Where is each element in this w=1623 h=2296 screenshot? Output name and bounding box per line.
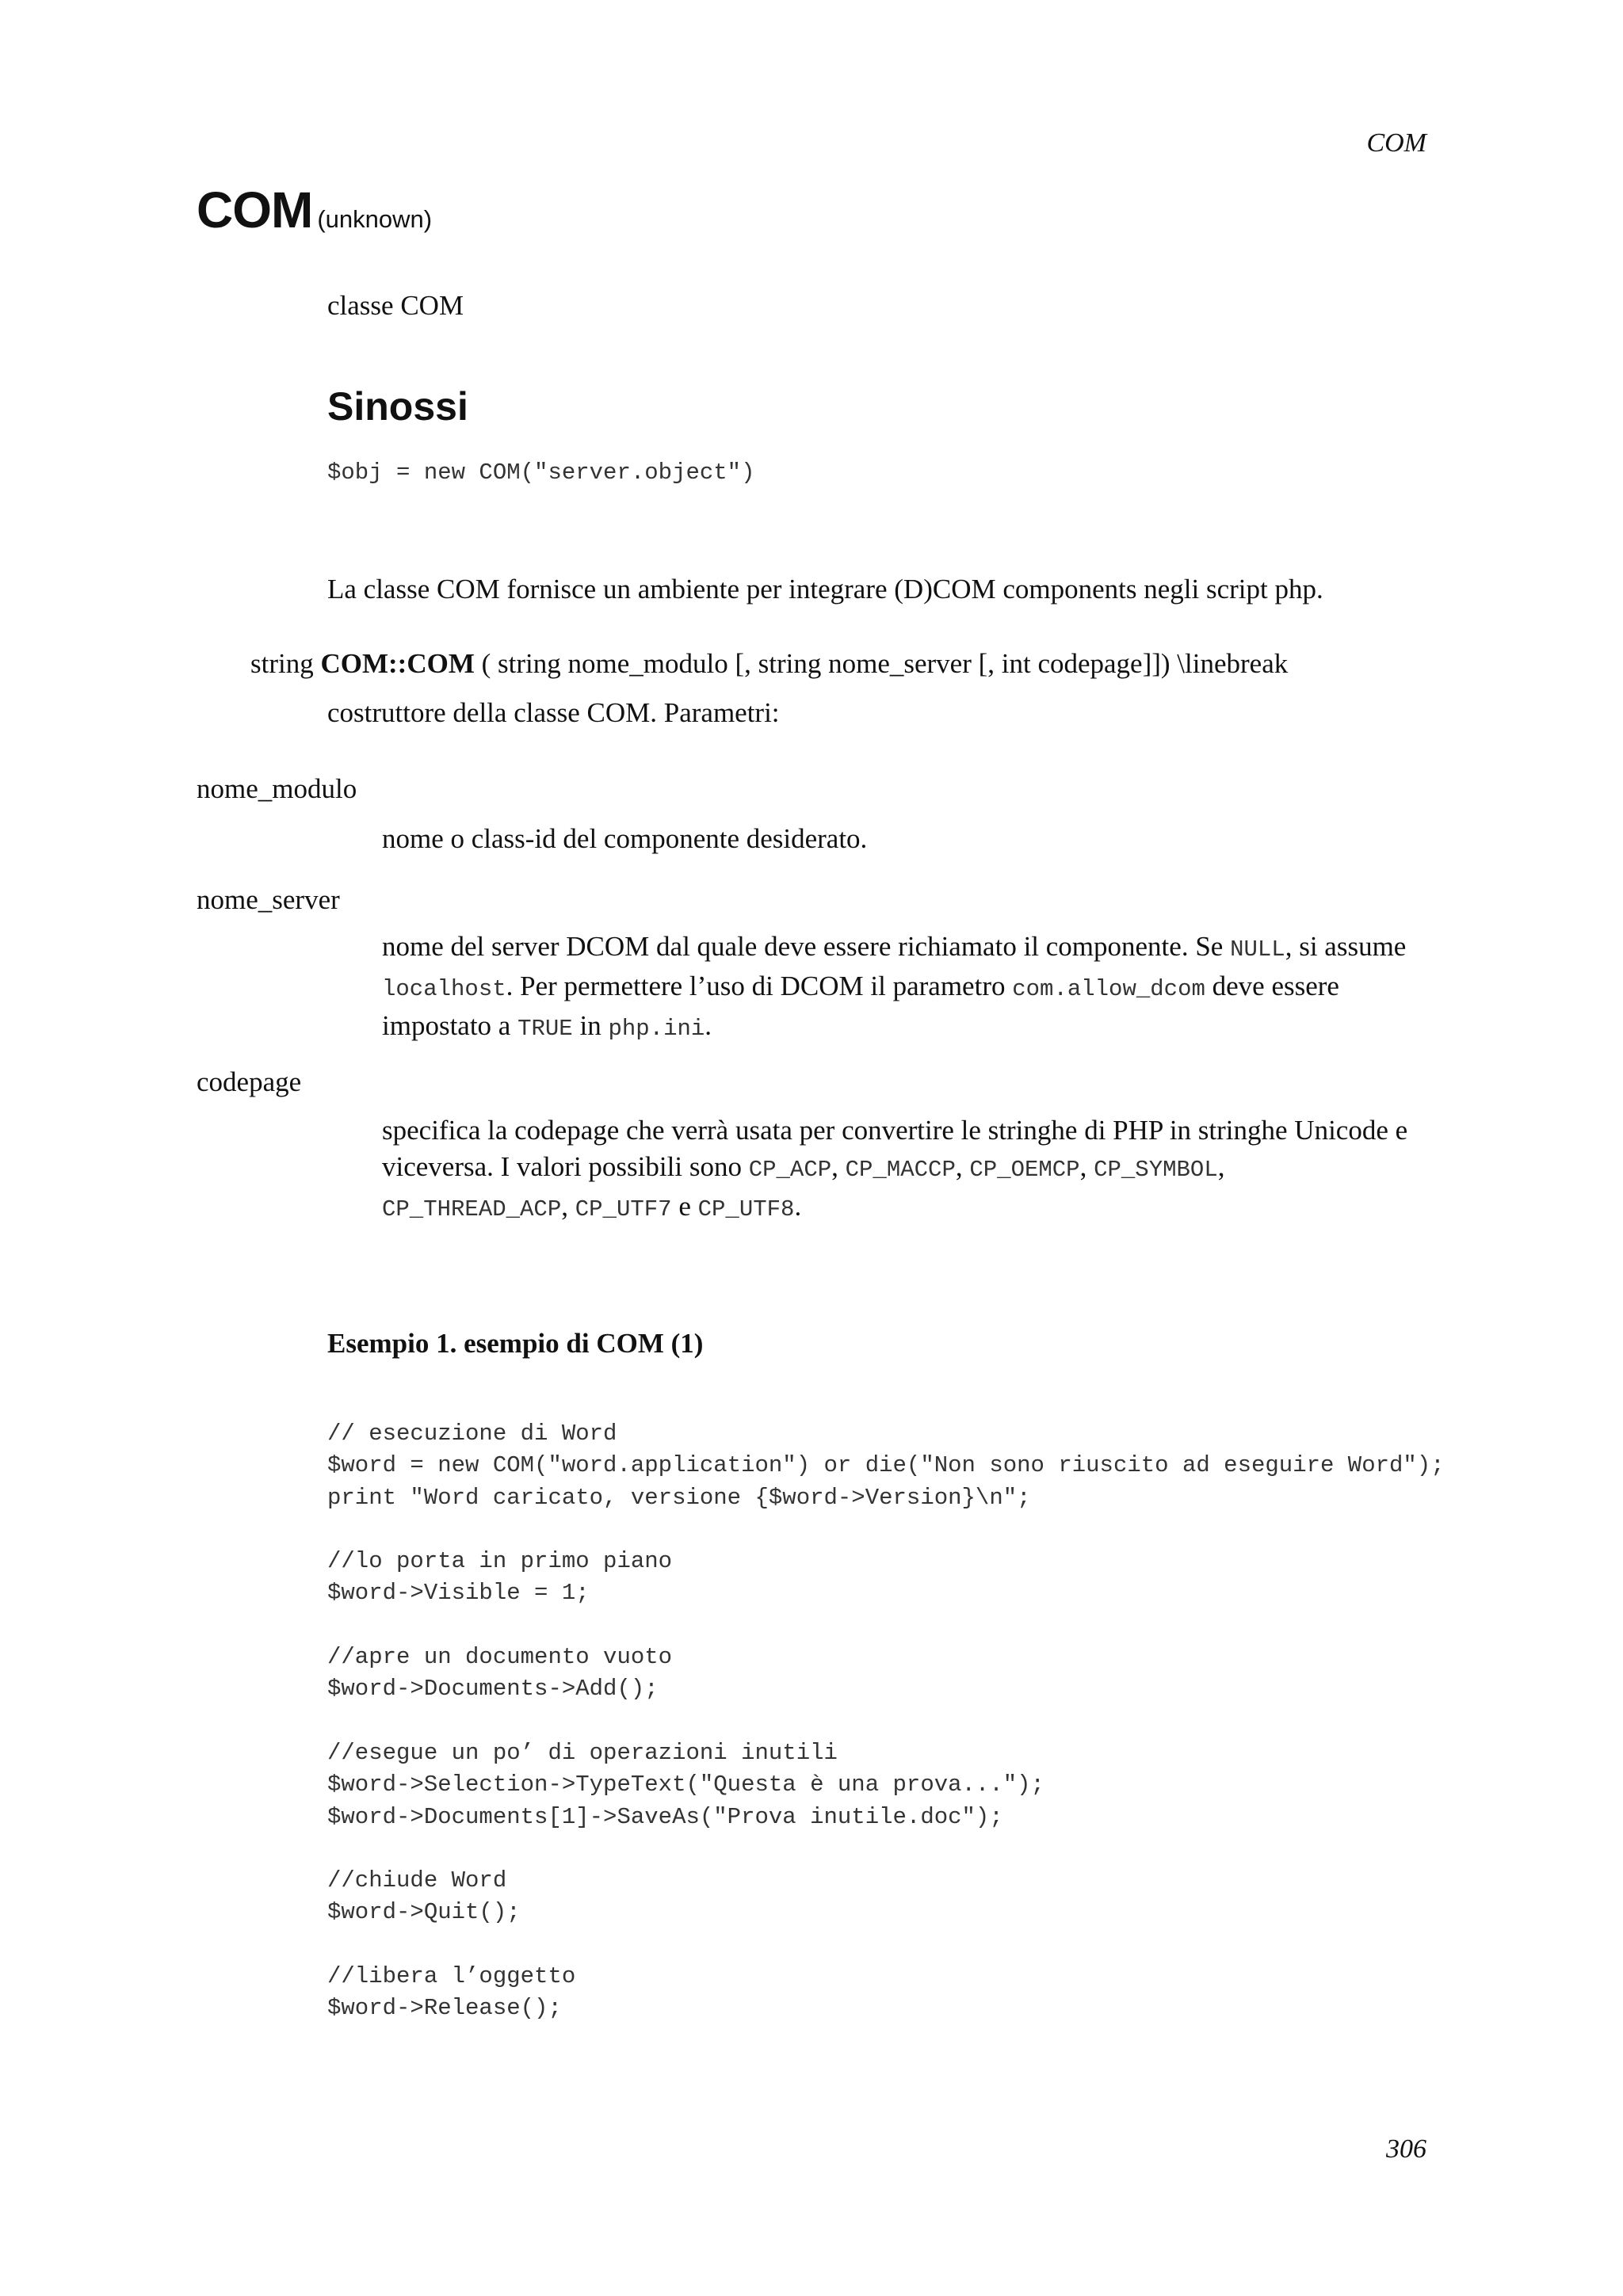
code-cp-utf8: CP_UTF8 [697,1196,795,1222]
code-cp-symbol: CP_SYMBOL [1094,1157,1218,1183]
refname-purpose: classe COM [327,290,464,321]
title-text: COM [197,181,313,238]
example-code-block: // esecuzione di Word $word = new COM("word.application") or die("Non sono riuscito ad eseguire Word"); print "Word caricato, versione {$word->Version}\n"; //lo porta in primo piano $word->Visible = 1; //apre un documento vuoto $word->Documents->Add(); //esegue un po’ di operazioni inutili $word->Selection->TypeText("Questa è una prova..."); $word->Documents[1]->SaveAs("Prova inutile.doc"); //chiude Word $word->Quit(); //libera l’oggetto $word->Release(); [327,1421,1445,2022]
example-title: Esempio 1. esempio di COM (1) [327,1328,704,1359]
method-signature [250,648,1288,680]
code-cp-maccp: CP_MACCP [845,1157,956,1183]
signature-params: ( string nome_modulo [, string nome_server [, int codepage]]) \linebreak [481,648,1289,679]
desc-text: . Per permettere l’uso di DCOM il parametro [506,971,1013,1001]
signature-description: costruttore della classe COM. Parametri: [327,697,780,728]
separator: , [955,1151,970,1182]
param-term-codepage: codepage [197,1066,302,1097]
page-number: 306 [1386,2134,1426,2164]
desc-text: nome del server DCOM dal quale deve essere richiamato il componente. Se [382,931,1231,962]
signature-return-type: string [250,648,314,679]
synopsis-code: $obj = new COM("server.object") [327,460,755,486]
synopsis-heading: Sinossi [327,384,468,429]
code-php-ini: php.ini [608,1016,705,1042]
intro-paragraph: La classe COM fornisce un ambiente per integrare (D)COM components negli script php. [327,574,1323,605]
desc-text: . [794,1191,802,1222]
param-desc-nome-modulo: nome o class-id del componente desiderato. [382,823,868,854]
code-cp-oemcp: CP_OEMCP [969,1157,1080,1183]
desc-text: , si assume [1285,931,1407,962]
param-desc-nome-server [382,929,1412,1047]
separator: , [831,1151,846,1182]
code-allow-dcom: com.allow_dcom [1012,976,1205,1002]
code-localhost: localhost [382,976,506,1002]
running-header: COM [1366,128,1426,158]
code-cp-thread-acp: CP_THREAD_ACP [382,1196,562,1222]
signature-method: COM::COM [320,648,475,679]
desc-text: . [705,1010,712,1041]
code-true: TRUE [517,1016,573,1042]
desc-text: in [572,1010,609,1041]
separator: , [561,1191,575,1222]
code-null: NULL [1230,936,1285,963]
separator: , [1079,1151,1094,1182]
param-desc-codepage [382,1112,1412,1228]
title-status: (unknown) [317,205,433,233]
code-cp-acp: CP_ACP [748,1157,832,1183]
conjunction: e [671,1191,698,1222]
param-term-nome-server: nome_server [197,884,340,915]
desc-text: specifica la codepage che verrà usata per convertire le stringhe di PHP in stringhe Unicode e viceversa. I valori possibili sono [382,1115,1408,1182]
param-term-nome-modulo: nome_modulo [197,773,357,804]
desc-text: deve essere impostato a [382,971,1339,1041]
separator: , [1217,1151,1225,1182]
code-cp-utf7: CP_UTF7 [575,1196,672,1222]
page-title [197,181,432,239]
